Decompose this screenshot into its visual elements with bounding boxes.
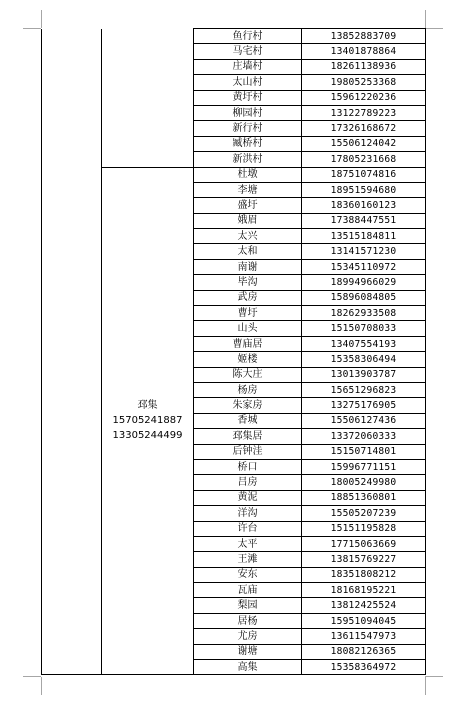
village-phone: 13141571230 (302, 244, 426, 259)
crop-mark-bl-h (23, 676, 41, 677)
village-name: 南谢 (194, 259, 302, 274)
village-phone: 15505207239 (302, 506, 426, 521)
village-name: 邳集居 (194, 429, 302, 444)
village-phone: 15506127436 (302, 413, 426, 428)
village-phone: 15896084805 (302, 290, 426, 305)
village-phone: 13812425524 (302, 598, 426, 613)
village-name: 王滩 (194, 552, 302, 567)
village-phone: 18751074816 (302, 167, 426, 182)
village-name: 朱家房 (194, 398, 302, 413)
village-name: 后钟洼 (194, 444, 302, 459)
crop-mark-tl-v (41, 10, 42, 28)
village-phone: 15150714801 (302, 444, 426, 459)
village-phone: 18262933508 (302, 306, 426, 321)
village-phone: 15150708033 (302, 321, 426, 336)
village-name: 杜墩 (194, 167, 302, 182)
village-phone: 17715063669 (302, 536, 426, 551)
crop-mark-bl-v (41, 677, 42, 695)
village-phone: 18951594680 (302, 182, 426, 197)
village-name: 瓦庙 (194, 583, 302, 598)
village-phone: 18261138936 (302, 59, 426, 74)
village-phone: 18360160123 (302, 198, 426, 213)
village-name: 黄圩村 (194, 90, 302, 105)
village-phone: 15651296823 (302, 382, 426, 397)
village-phone: 13275176905 (302, 398, 426, 413)
town-name: 邳集 (137, 400, 158, 412)
village-phone: 17388447551 (302, 213, 426, 228)
village-phone: 17805231668 (302, 152, 426, 167)
village-name: 鱼行村 (194, 29, 302, 44)
village-phone: 18351808212 (302, 567, 426, 582)
town-phone: 15705241887 (112, 415, 183, 427)
village-name: 居杨 (194, 613, 302, 628)
village-name: 黄泥 (194, 490, 302, 505)
village-name: 臧桥村 (194, 136, 302, 151)
village-phone: 13815769227 (302, 552, 426, 567)
village-phone: 13611547973 (302, 629, 426, 644)
village-name: 柳园村 (194, 105, 302, 120)
crop-mark-tr-v (425, 10, 426, 28)
village-name: 马宅村 (194, 44, 302, 59)
village-phone: 15358364972 (302, 660, 426, 675)
town-phone: 13305244499 (112, 430, 183, 442)
contact-table (41, 28, 426, 675)
crop-mark-tr-h (425, 28, 443, 29)
village-name: 香城 (194, 413, 302, 428)
village-name: 太兴 (194, 229, 302, 244)
town-cell (102, 29, 194, 168)
village-phone: 13515184811 (302, 229, 426, 244)
village-phone: 17326168672 (302, 121, 426, 136)
village-phone: 13122789223 (302, 105, 426, 120)
village-phone: 15151195828 (302, 521, 426, 536)
village-name: 山头 (194, 321, 302, 336)
village-phone: 13401878864 (302, 44, 426, 59)
village-name: 尤房 (194, 629, 302, 644)
village-phone: 15996771151 (302, 459, 426, 474)
village-phone: 18005249980 (302, 475, 426, 490)
town-cell (102, 167, 194, 675)
crop-mark-br-h (425, 676, 443, 677)
village-name: 毕沟 (194, 275, 302, 290)
village-name: 盛圩 (194, 198, 302, 213)
village-name: 吕房 (194, 475, 302, 490)
village-phone: 15358306494 (302, 352, 426, 367)
village-phone: 18082126365 (302, 644, 426, 659)
village-name: 姬楼 (194, 352, 302, 367)
village-name: 李塘 (194, 182, 302, 197)
village-name: 桥口 (194, 459, 302, 474)
village-name: 洋沟 (194, 506, 302, 521)
village-phone: 15506124042 (302, 136, 426, 151)
table-row (42, 29, 426, 44)
village-phone: 18168195221 (302, 583, 426, 598)
town-info (102, 398, 193, 443)
village-name: 曹圩 (194, 306, 302, 321)
crop-mark-br-v (425, 677, 426, 695)
village-phone: 15951094045 (302, 613, 426, 628)
village-name: 庄墙村 (194, 59, 302, 74)
village-name: 高集 (194, 660, 302, 675)
crop-mark-tl-h (23, 28, 41, 29)
village-name: 曹庙居 (194, 336, 302, 351)
village-phone: 13407554193 (302, 336, 426, 351)
village-name: 许台 (194, 521, 302, 536)
village-name: 太平 (194, 536, 302, 551)
village-phone: 19805253368 (302, 75, 426, 90)
village-phone: 13013903787 (302, 367, 426, 382)
village-name: 谢塘 (194, 644, 302, 659)
village-name: 太山村 (194, 75, 302, 90)
village-name: 太和 (194, 244, 302, 259)
village-name: 新行村 (194, 121, 302, 136)
village-phone: 13372060333 (302, 429, 426, 444)
village-name: 武房 (194, 290, 302, 305)
village-name: 娥眉 (194, 213, 302, 228)
village-name: 安东 (194, 567, 302, 582)
village-phone: 15961220236 (302, 90, 426, 105)
village-phone: 15345110972 (302, 259, 426, 274)
village-phone: 18851360801 (302, 490, 426, 505)
village-name: 新洪村 (194, 152, 302, 167)
village-name: 陈大庄 (194, 367, 302, 382)
village-name: 杨房 (194, 382, 302, 397)
village-name: 梨园 (194, 598, 302, 613)
county-cell (42, 29, 102, 675)
village-phone: 13852883709 (302, 29, 426, 44)
village-phone: 18994966029 (302, 275, 426, 290)
